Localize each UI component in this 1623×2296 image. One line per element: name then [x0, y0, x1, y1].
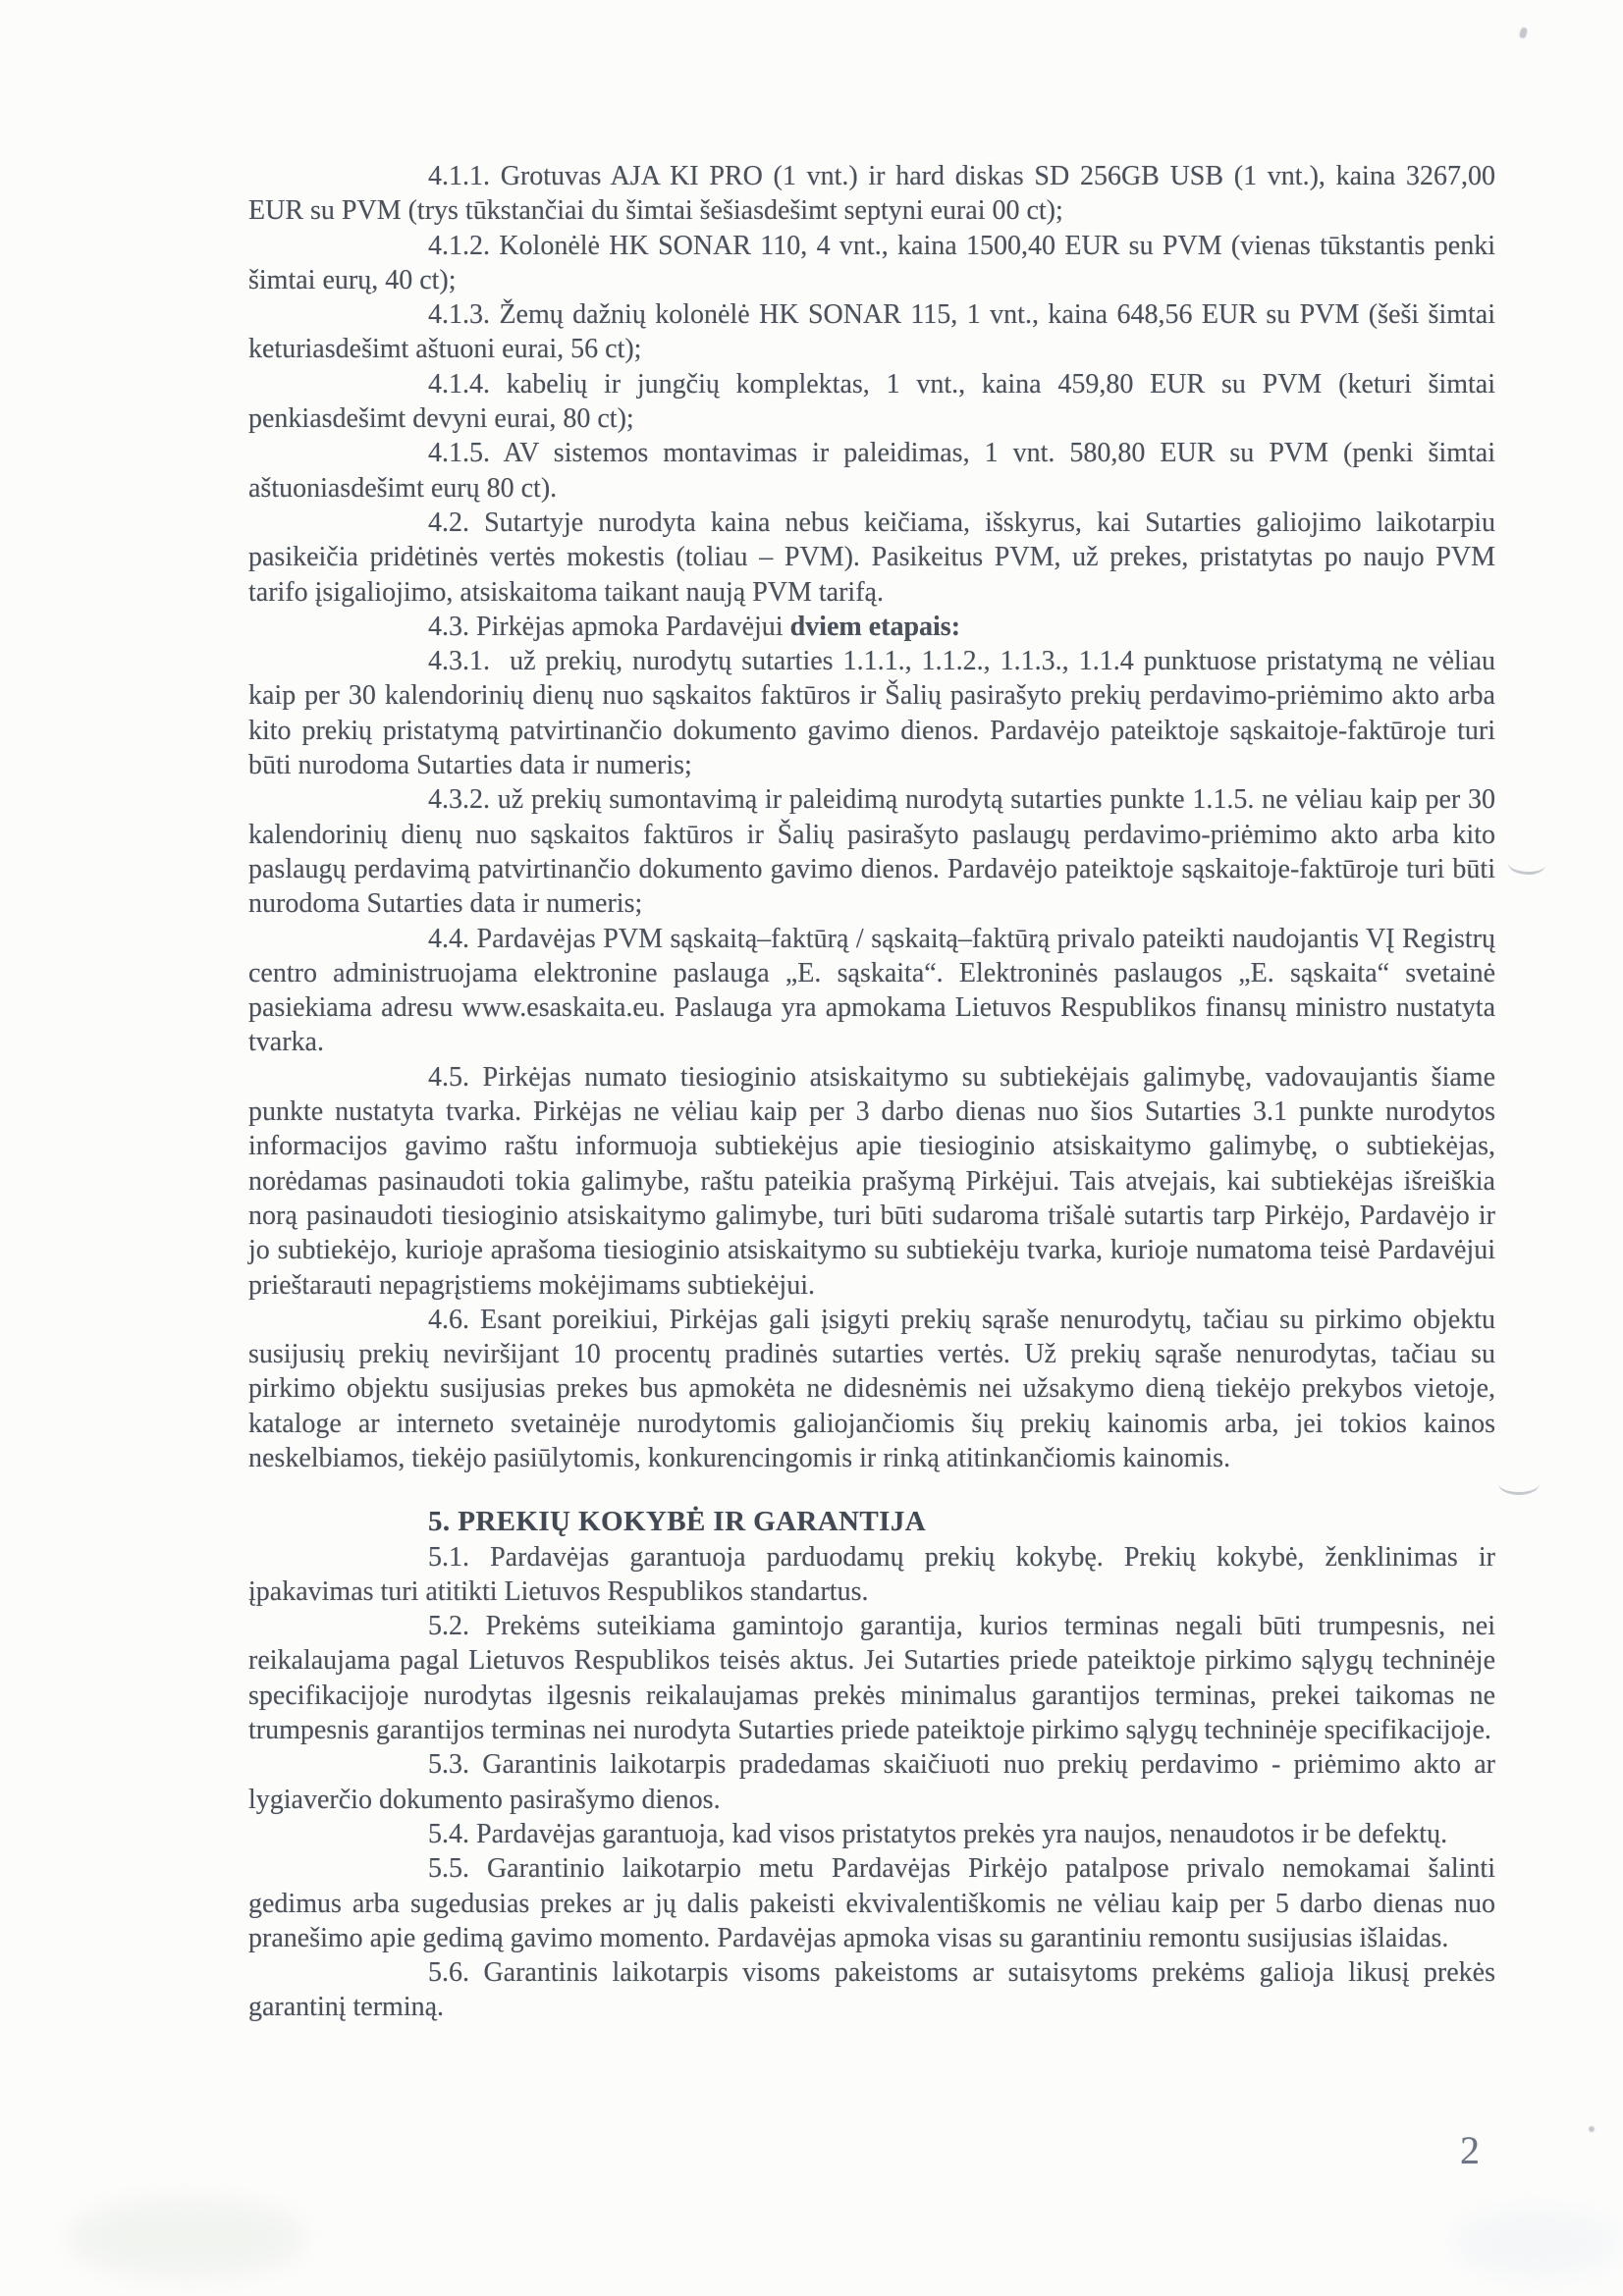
clause-4-1-1: 4.1.1. Grotuvas AJA KI PRO (1 vnt.) ir hard diskas SD 256GB USB (1 vnt.), kaina 3267,00 EUR su PVM (trys tūkstančiai du šimtai šešiasdešimt septyni eurai 00 ct); [248, 161, 1495, 227]
pen-mark [1507, 853, 1545, 876]
pen-mark [1498, 1472, 1540, 1495]
clause-4-4: 4.4. Pardavėjas PVM sąskaitą–faktūrą / sąskaitą–faktūrą privalo pateikti naudojantis VĮ Registrų centro administruojama elektronine paslauga „E. sąskaita“. Elektroninės paslaugos „E. sąskaita“ svetainė pasiekiama adresu www.esaskaita.eu. Paslauga yra apmokama Lietuvos Respublikos finansų ministro nustatyta tvarka. [248, 923, 1495, 1058]
clause-4-1-5: 4.1.5. AV sistemos montavimas ir paleidimas, 1 vnt. 580,80 EUR su PVM (penki šimtai aštuoniasdešimt eurų 80 ct). [248, 438, 1495, 504]
clause-4-3-emphasis: dviem etapais: [789, 611, 961, 642]
clause-4-6: 4.6. Esant poreikiui, Pirkėjas gali įsigyti prekių sąraše nenurodytų, tačiau su pirkimo objektu susijusių prekių neviršijant 10 procentų pradinės sutarties vertės. Už prekių sąraše nenurodytas, tačiau su pirkimo objektu susijusias prekes bus apmokėta ne didesnėmis nei užsakymo dieną tiekėjo prekybos vietoje, kataloge ar interneto svetainėje nurodytomis galiojančiomis šių prekių kainomis arba, jei tokios kainos neskelbiamos, tiekėjo pasiūlytomis, konkurencingomis ir rinką atitinkančiomis kainomis. [248, 1304, 1495, 1473]
clause-5-6: 5.6. Garantinis laikotarpis visoms pakeistoms ar sutaisytoms prekėms galioja likusį prekės garantinį terminą. [248, 1957, 1495, 2023]
clause-4-2: 4.2. Sutartyje nurodyta kaina nebus keičiama, išskyrus, kai Sutarties galiojimo laikotarpiu pasikeičia pridėtinės vertės mokestis (toliau – PVM). Pasikeitus PVM, už prekes, pristatytas po naujo PVM tarifo įsigaliojimo, atsiskaitoma taikant naują PVM tarifą. [248, 507, 1495, 608]
clause-5-3: 5.3. Garantinis laikotarpis pradedamas skaičiuoti nuo prekių perdavimo - priėmimo akto ar lygiaverčio dokumento pasirašymo dienos. [248, 1749, 1495, 1815]
clause-4-3-1: 4.3.1. už prekių, nurodytų sutarties 1.1.1., 1.1.2., 1.1.3., 1.1.4 punktuose pristatymą ne vėliau kaip per 30 kalendorinių dienų nuo sąskaitos faktūros ir Šalių pasirašyto prekių perdavimo-priėmimo akto arba kito prekių pristatymą patvirtinančio dokumento gavimo dienos. Pardavėjo pateiktoje sąskaitoje-faktūroje turi būti nurodoma Sutarties data ir numeris; [248, 646, 1495, 781]
scan-speck [1519, 27, 1529, 38]
clause-5-2: 5.2. Prekėms suteikiama gamintojo garantija, kurios terminas negali būti trumpesnis, nei reikalaujama pagal Lietuvos Respublikos teisės aktus. Jei Sutarties priede pateiktoje pirkimo sąlygų techninėje specifikacijoje nurodytas ilgesnis reikalaujamas prekės minimalus garantijos terminas, prekei taikomas ne trumpesnis garantijos terminas nei nurodyta Sutarties priede pateiktoje pirkimo sąlygų techninėje specifikacijoje. [248, 1611, 1495, 1746]
scan-smudge [69, 2199, 304, 2277]
clause-4-3-lead: 4.3. Pirkėjas apmoka Pardavėjui [428, 611, 790, 642]
clause-5-4: 5.4. Pardavėjas garantuoja, kad visos pristatytos prekės yra naujos, nenaudotos ir be defektų. [428, 1818, 1448, 1849]
clause-5-5: 5.5. Garantinio laikotarpio metu Pardavėjas Pirkėjo patalpose privalo nemokamai šalinti gedimus arba sugedusias prekes ar jų dalis pakeisti ekvivalentiškomis ne vėliau kaip per 5 darbo dienas nuo pranešimo apie gedimą gavimo momento. Pardavėjas apmoka visas su garantiniu remontu susijusias išlaidas. [248, 1853, 1495, 1953]
clause-4-3-2: 4.3.2. už prekių sumontavimą ir paleidimą nurodytą sutarties punkte 1.1.5. ne vėliau kaip per 30 kalendorinių dienų nuo sąskaitos faktūros ir Šalių pasirašyto paslaugų perdavimo-priėmimo akto arba kito paslaugų perdavimą patvirtinančio dokumento gavimo dienos. Pardavėjo pateiktoje sąskaitoje-faktūroje turi būti nurodoma Sutarties data ir numeris; [248, 784, 1495, 920]
clause-4-1-2: 4.1.2. Kolonėlė HK SONAR 110, 4 vnt., kaina 1500,40 EUR su PVM (vienas tūkstantis penki šimtai eurų, 40 ct); [248, 230, 1495, 295]
page-number: 2 [1460, 2128, 1480, 2172]
clause-4-3 [248, 610, 1495, 644]
section-5-heading: 5. PREKIŲ KOKYBĖ IR GARANTIJA [428, 1506, 927, 1538]
clause-4-1-3: 4.1.3. Žemų dažnių kolonėlė HK SONAR 115, 1 vnt., kaina 648,56 EUR su PVM (šeši šimtai keturiasdešimt aštuoni eurai, 56 ct); [248, 299, 1495, 365]
clause-4-5: 4.5. Pirkėjas numato tiesioginio atsiskaitymo su subtiekėjais galimybę, vadovaujantis šiame punkte nustatyta tvarka. Pirkėjas ne vėliau kaip per 3 darbo dienas nuo šios Sutarties 3.1 punkte nurodytos informacijos gavimo raštu informuoja subtiekėjus apie tiesioginio atsiskaitymo galimybę, o subtiekėjas, norėdamas pasinaudoti tokia galimybe, raštu pateikia prašymą Pirkėjui. Tais atvejais, kai subtiekėjas išreiškia norą pasinaudoti tiesioginio atsiskaitymo galimybe, turi būti sudaroma trišalė sutartis tarp Pirkėjo, Pardavėjo ir jo subtiekėjo, kurioje aprašoma tiesioginio atsiskaitymo su subtiekėju tvarka, kurioje numatoma teisė Pardavėjui prieštarauti nepagrįstiems mokėjimams subtiekėjui. [248, 1061, 1495, 1301]
clause-5-1: 5.1. Pardavėjas garantuoja parduodamų prekių kokybę. Prekių kokybė, ženklinimas ir įpakavimas turi atitikti Lietuvos Respublikos standartus. [248, 1541, 1495, 1607]
contract-text [248, 159, 1495, 2025]
scan-speck [1589, 2126, 1595, 2132]
clause-4-1-4: 4.1.4. kabelių ir jungčių komplektas, 1 vnt., kaina 459,80 EUR su PVM (keturi šimtai penkiasdešimt devyni eurai, 80 ct); [248, 368, 1495, 435]
scan-smudge [1453, 2209, 1620, 2277]
